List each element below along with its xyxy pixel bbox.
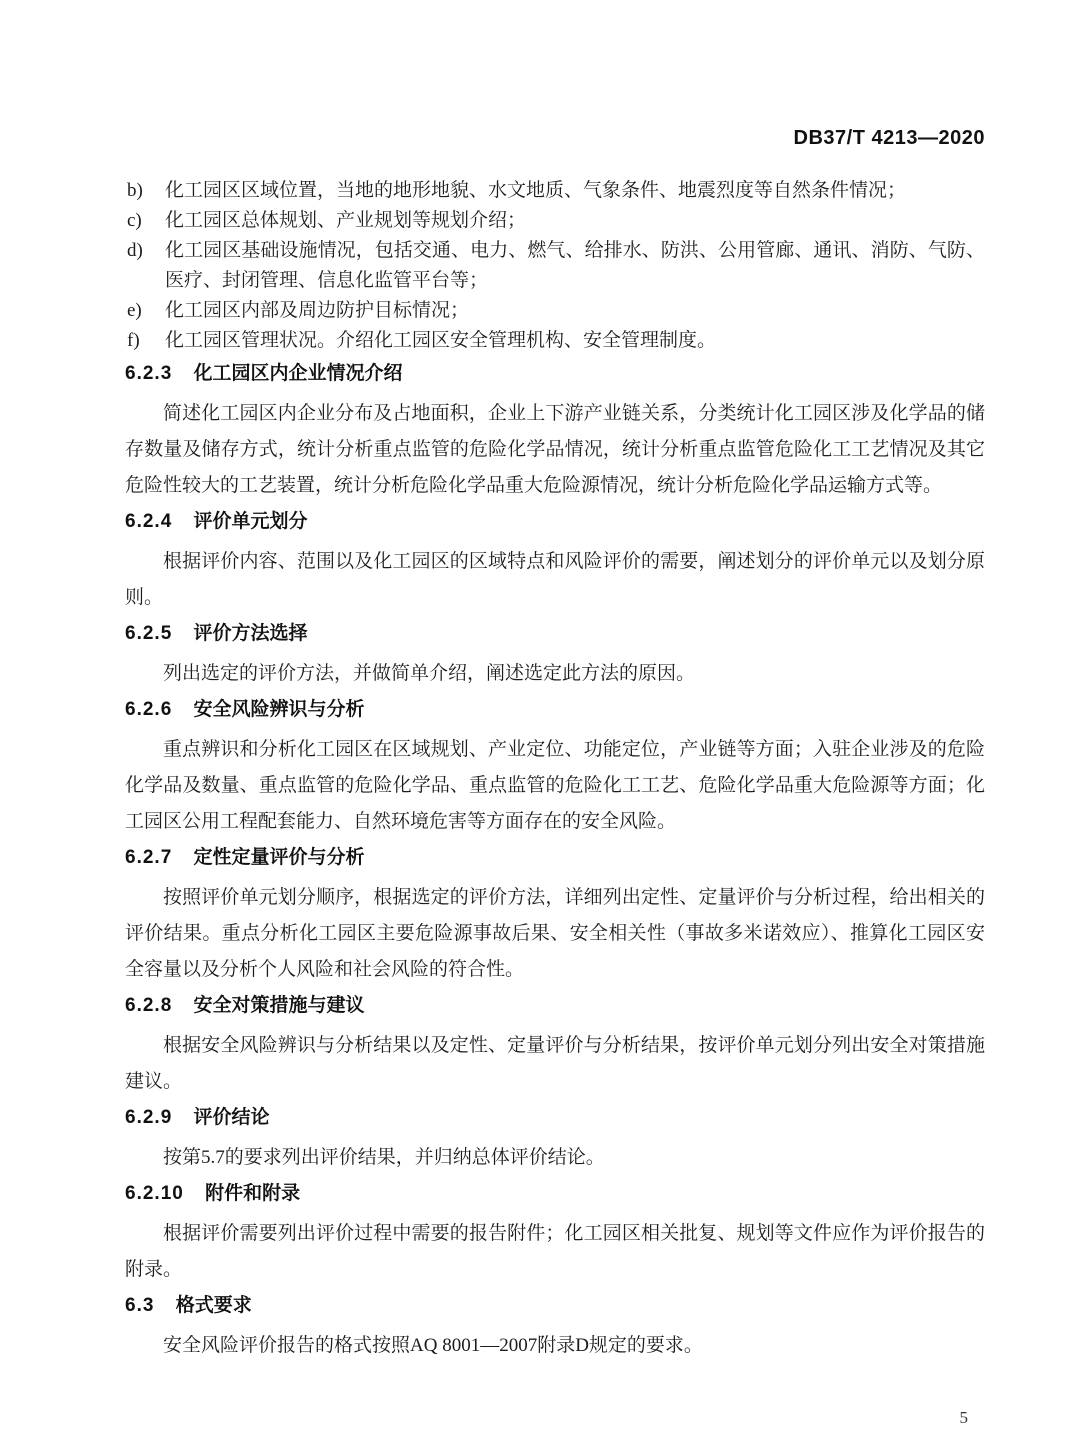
section-heading (125, 1294, 985, 1318)
section-number: 6.2.5 (125, 623, 173, 644)
section-paragraph: 列出选定的评价方法，并做简单介绍，阐述选定此方法的原因。 (163, 663, 696, 684)
list-item-marker: b) (127, 180, 143, 201)
list-item-text: 化工园区管理状况。介绍化工园区安全管理机构、安全管理制度。 (165, 330, 717, 351)
section-paragraph: 根据评价需要列出评价过程中需要的报告附件；化工园区相关批复、规划等文件应作为评价报告的附录。 (125, 1223, 985, 1280)
section-6-2-7 (125, 846, 985, 988)
section-number: 6.3 (125, 1295, 155, 1316)
list-item-marker: c) (127, 210, 142, 231)
section-heading (125, 1182, 985, 1206)
section-heading (125, 994, 985, 1018)
list-item (125, 326, 985, 356)
section-paragraph: 按照评价单元划分顺序，根据选定的评价方法，详细列出定性、定量评价与分析过程，给出相关的评价结果。重点分析化工园区主要危险源事故后果、安全相关性（事故多米诺效应）、推算化工园区安全容量以及分析个人风险和社会风险的符合性。 (125, 887, 985, 980)
section-paragraph: 根据评价内容、范围以及化工园区的区域特点和风险评价的需要，阐述划分的评价单元以及划分原则。 (125, 551, 985, 608)
list-item-text: 化工园区区域位置，当地的地形地貌、水文地质、气象条件、地震烈度等自然条件情况； (165, 180, 907, 201)
section-heading (125, 362, 985, 386)
section-paragraph: 重点辨识和分析化工园区在区域规划、产业定位、功能定位，产业链等方面；入驻企业涉及的危险化学品及数量、重点监管的危险化学品、重点监管的危险化工工艺、危险化学品重大危险源等方面；化工园区公用工程配套能力、自然环境危害等方面存在的安全风险。 (125, 739, 985, 832)
list-item-marker: d) (127, 240, 143, 261)
section-title: 评价单元划分 (193, 511, 308, 532)
section-title: 附件和附录 (205, 1183, 301, 1204)
section-title: 化工园区内企业情况介绍 (193, 363, 403, 384)
section-6-2-8 (125, 994, 985, 1100)
list-item-marker: e) (127, 300, 142, 321)
list-item-text: 化工园区总体规划、产业规划等规划介绍； (165, 210, 527, 231)
section-heading (125, 1106, 985, 1130)
section-number: 6.2.6 (125, 699, 173, 720)
section-6-2-10 (125, 1182, 985, 1288)
section-title: 定性定量评价与分析 (193, 847, 365, 868)
section-title: 格式要求 (175, 1295, 252, 1316)
section-paragraph: 简述化工园区内企业分布及占地面积，企业上下游产业链关系，分类统计化工园区涉及化学品的储存数量及储存方式，统计分析重点监管的危险化学品情况，统计分析重点监管危险化工工艺情况及其它危险性较大的工艺装置，统计分析危险化学品重大危险源情况，统计分析危险化学品运输方式等。 (125, 403, 985, 496)
section-6-2-4 (125, 510, 985, 616)
standard-number: DB37/T 4213—2020 (793, 127, 985, 149)
section-number: 6.2.3 (125, 363, 173, 384)
section-paragraph: 按第5.7的要求列出评价结果，并归纳总体评价结论。 (163, 1147, 605, 1168)
section-6-2-3 (125, 362, 985, 504)
section-number: 6.2.8 (125, 995, 173, 1016)
list-item (125, 176, 985, 206)
list-item-text: 化工园区基础设施情况，包括交通、电力、燃气、给排水、防洪、公用管廊、通讯、消防、气防、医疗、封闭管理、信息化监管平台等； (165, 240, 985, 291)
section-title: 评价方法选择 (193, 623, 308, 644)
page-header (125, 126, 985, 150)
section-number: 6.2.9 (125, 1107, 173, 1128)
section-6-3 (125, 1294, 985, 1364)
section-number: 6.2.10 (125, 1183, 184, 1204)
section-number: 6.2.7 (125, 847, 173, 868)
section-paragraph: 根据安全风险辨识与分析结果以及定性、定量评价与分析结果，按评价单元划分列出安全对策措施建议。 (125, 1035, 985, 1092)
section-heading (125, 510, 985, 534)
list-item (125, 236, 985, 296)
list-item (125, 296, 985, 326)
section-heading (125, 622, 985, 646)
section-6-2-6 (125, 698, 985, 840)
list-item (125, 206, 985, 236)
section-heading (125, 846, 985, 870)
section-title: 安全风险辨识与分析 (193, 699, 365, 720)
section-title: 安全对策措施与建议 (193, 995, 365, 1016)
list-item-text: 化工园区内部及周边防护目标情况； (165, 300, 470, 321)
section-title: 评价结论 (193, 1107, 270, 1128)
list-item-marker: f) (127, 330, 140, 351)
section-heading (125, 698, 985, 722)
section-6-2-5 (125, 622, 985, 692)
section-6-2-9 (125, 1106, 985, 1176)
page-number: 5 (959, 1408, 968, 1427)
section-paragraph: 安全风险评价报告的格式按照AQ 8001—2007附录D规定的要求。 (163, 1335, 703, 1356)
lettered-list (125, 176, 985, 356)
section-number: 6.2.4 (125, 511, 173, 532)
